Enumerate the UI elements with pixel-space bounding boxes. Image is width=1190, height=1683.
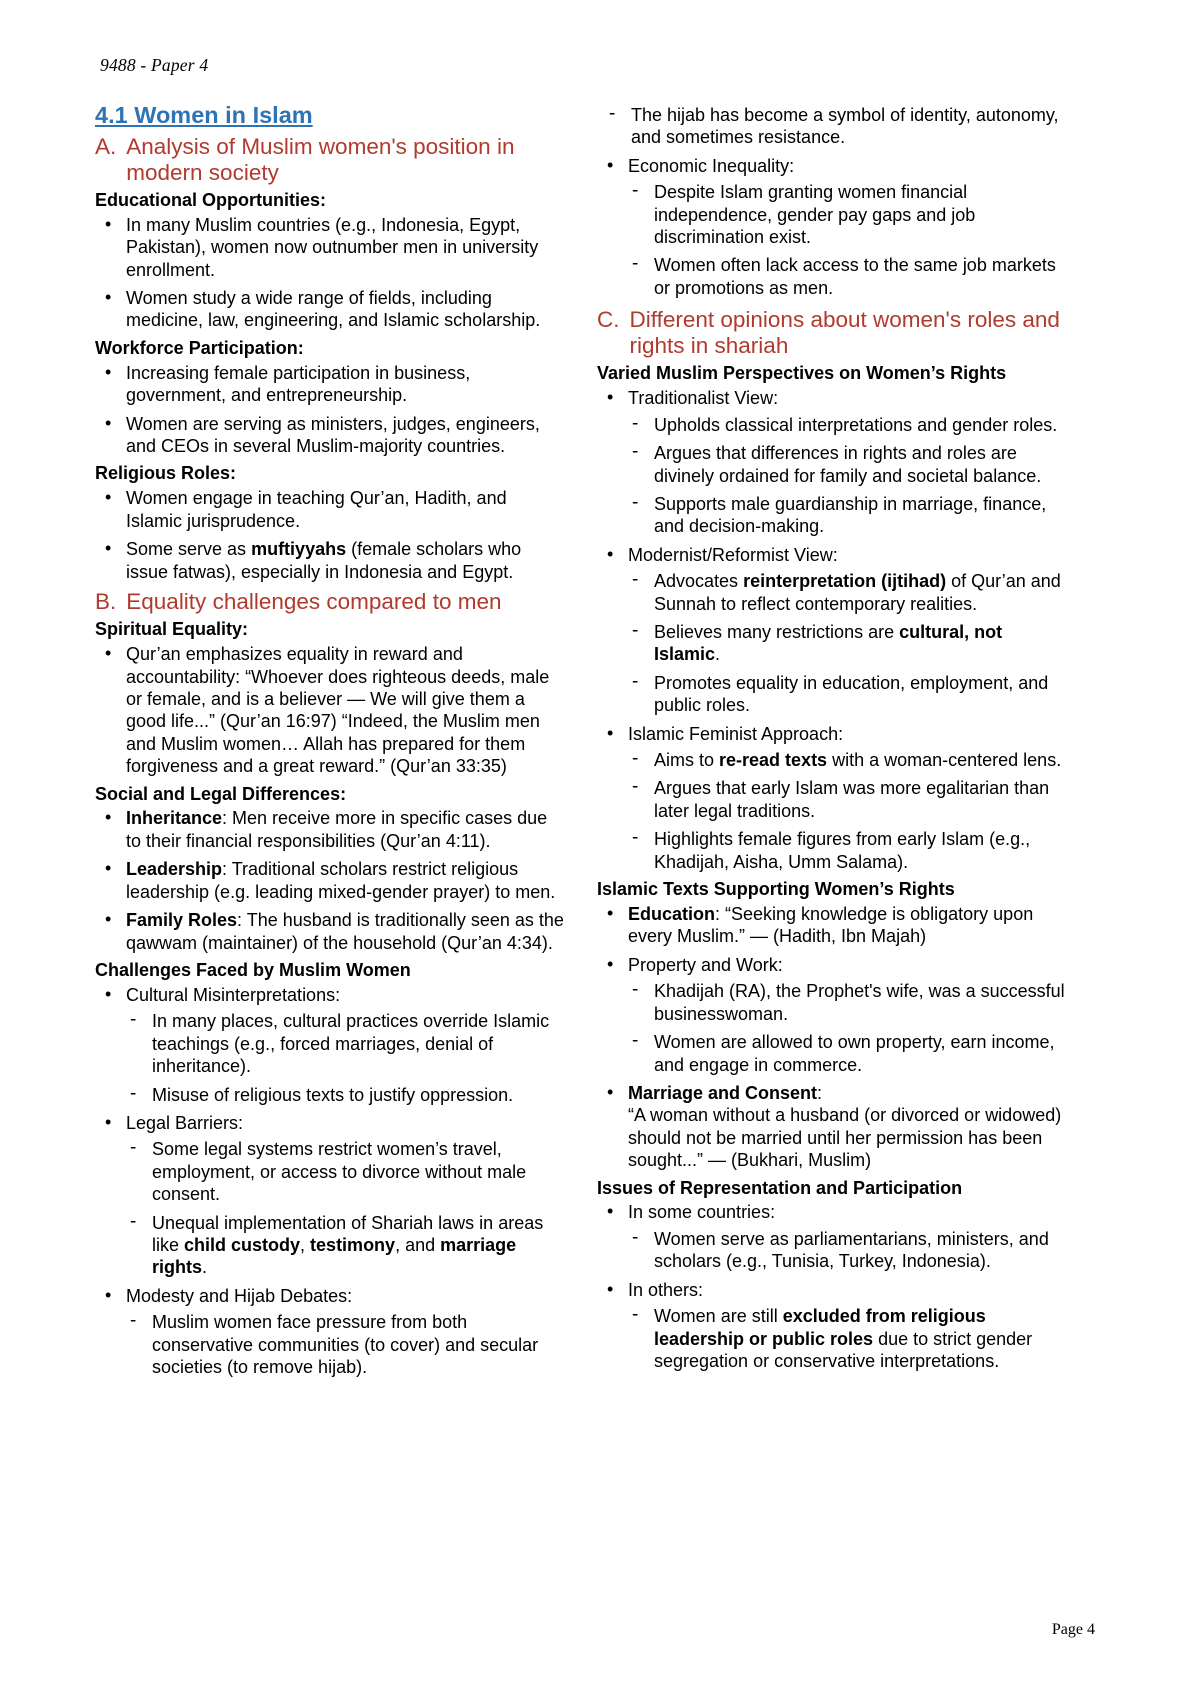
- text-bold: muftiyyahs: [251, 539, 347, 560]
- two-column-layout: [95, 102, 1095, 1384]
- subhead-social-legal-differences: Social and Legal Differences:: [95, 783, 347, 804]
- list-item: • Women study a wide range of fields, including medicine, law, engineering, and Islamic scholarship.: [95, 287, 567, 332]
- list-item: ‐ In many places, cultural practices override Islamic teachings (e.g., forced marriages, denial of inheritance).: [118, 1010, 567, 1077]
- text-fragment: , and: [395, 1234, 441, 1255]
- list-item: [597, 544, 1065, 717]
- list-item: [95, 1285, 567, 1379]
- list-item-label: In others:: [628, 1279, 704, 1300]
- list-item: ‐ Supports male guardianship in marriage, finance, and decision-making.: [620, 493, 1065, 538]
- heading-b: [95, 589, 567, 615]
- sublist-modernist-view: [620, 570, 1065, 716]
- page-number-footer: Page 4: [1051, 1621, 1095, 1638]
- list-spiritual-equality: [95, 643, 567, 777]
- sublist-economic-inequality: [620, 181, 1065, 299]
- subhead-educational-opportunities: Educational Opportunities:: [95, 189, 327, 210]
- list-religious-roles: [95, 487, 567, 583]
- list-item: ‐ Misuse of religious texts to justify oppression.: [118, 1084, 567, 1106]
- list-item: ‐ Argues that differences in rights and roles are divinely ordained for family and societal balance.: [620, 442, 1065, 487]
- list-item: [620, 1305, 1065, 1372]
- subhead-spiritual-equality: Spiritual Equality:: [95, 619, 249, 640]
- text-fragment: : “Seeking knowledge is obligatory upon every Muslim.” — (Hadith, Ibn Majah): [628, 904, 1034, 947]
- heading-b-text: Equality challenges compared to men: [126, 589, 502, 615]
- list-item: [620, 570, 1065, 615]
- list-item: • Women are serving as ministers, judges, engineers, and CEOs in several Muslim-majority countries.: [95, 413, 567, 458]
- text-fragment: (female scholars who issue fatwas), especially in Indonesia and Egypt.: [126, 539, 522, 582]
- list-item: ‐ Women often lack access to the same job markets or promotions as men.: [620, 254, 1065, 299]
- sublist-some-countries: [620, 1228, 1065, 1273]
- sublist-property-and-work: [620, 980, 1065, 1076]
- text-bold: reinterpretation (ijtihad): [743, 571, 947, 592]
- list-islamic-texts: [597, 903, 1065, 1171]
- list-item: ‐ Khadijah (RA), the Prophet's wife, was a successful businesswoman.: [620, 980, 1065, 1025]
- heading-c: [597, 307, 1065, 359]
- text-fragment: Believes many restrictions are: [654, 622, 900, 643]
- list-social-legal-differences: [95, 807, 567, 953]
- list-workforce-participation: [95, 362, 567, 458]
- subhead-representation-participation: Issues of Representation and Participation: [597, 1177, 963, 1198]
- heading-c-text: Different opinions about women's roles and rights in shariah: [629, 307, 1060, 359]
- sublist-modesty-hijab: [118, 1311, 567, 1378]
- list-item: ‐ The hijab has become a symbol of identity, autonomy, and sometimes resistance.: [597, 104, 1065, 149]
- list-item: • Increasing female participation in business, government, and entrepreneurship.: [95, 362, 567, 407]
- left-column: [95, 102, 567, 1384]
- list-item-label: In some countries:: [628, 1202, 776, 1223]
- heading-a-letter: A.: [95, 133, 117, 159]
- heading-a-text: Analysis of Muslim women's position in modern society: [126, 133, 515, 185]
- subhead-challenges-faced: Challenges Faced by Muslim Women: [95, 959, 411, 980]
- list-challenges: [95, 984, 567, 1379]
- text-bold: Marriage and Consent: [628, 1082, 818, 1103]
- text-fragment: with a woman-centered lens.: [827, 750, 1062, 771]
- sublist-traditionalist-view: [620, 414, 1065, 538]
- list-item: [597, 1082, 1065, 1172]
- text-fragment: due to strict gender segregation or conservative interpretations.: [654, 1328, 1033, 1371]
- text-fragment: ,: [300, 1234, 311, 1255]
- list-item: [95, 909, 567, 954]
- list-educational-opportunities: [95, 214, 567, 332]
- list-item: ‐ Women are allowed to own property, earn income, and engage in commerce.: [620, 1031, 1065, 1076]
- heading-b-letter: B.: [95, 589, 117, 615]
- list-item: ‐ Some legal systems restrict women’s travel, employment, or access to divorce without male consent.: [118, 1138, 567, 1205]
- list-item: ‐ Promotes equality in education, employment, and public roles.: [620, 672, 1065, 717]
- list-item: [95, 984, 567, 1106]
- text-bold: excluded from religious leadership or public roles: [654, 1306, 986, 1349]
- subhead-religious-roles: Religious Roles:: [95, 463, 237, 484]
- list-item-label: Legal Barriers:: [126, 1112, 244, 1133]
- list-item: [95, 807, 567, 852]
- list-item: ‐ Upholds classical interpretations and gender roles.: [620, 414, 1065, 436]
- subhead-workforce-participation: Workforce Participation:: [95, 337, 304, 358]
- list-item: ‐ Muslim women face pressure from both conservative communities (to cover) and secular societies (to remove hijab).: [118, 1311, 567, 1378]
- list-item: [597, 1279, 1065, 1373]
- list-item: ‐ Despite Islam granting women financial independence, gender pay gaps and job discrimination exist.: [620, 181, 1065, 248]
- list-item-label: Modernist/Reformist View:: [628, 544, 838, 565]
- list-item: [118, 1212, 567, 1279]
- list-item: • Qur’an emphasizes equality in reward and accountability: “Whoever does righteous deeds, male or female, and is a believer — We will give them a good life...” (Qur’an 16:97) “Indeed, the Muslim men and Muslim women… Allah has prepared for them forgiveness and a great reward.” (Qur’an 33:35): [95, 643, 567, 777]
- list-item: [597, 903, 1065, 948]
- text-bold: testimony: [310, 1234, 396, 1255]
- list-item-label: Modesty and Hijab Debates:: [126, 1285, 353, 1306]
- text-fragment: Advocates: [654, 571, 744, 592]
- running-head: 9488 - Paper 4: [100, 55, 209, 75]
- text-fragment: :: [817, 1082, 823, 1103]
- subhead-varied-perspectives: Varied Muslim Perspectives on Women’s Rights: [597, 363, 1007, 384]
- list-varied-perspectives: [597, 387, 1065, 873]
- list-item: [95, 538, 567, 583]
- list-item-label: Property and Work:: [628, 954, 783, 975]
- list-item-label: Traditionalist View:: [628, 388, 779, 409]
- list-item: • Women engage in teaching Qur’an, Hadith, and Islamic jurisprudence.: [95, 487, 567, 532]
- list-item: ‐ Women serve as parliamentarians, ministers, and scholars (e.g., Tunisia, Turkey, Indonesia).: [620, 1228, 1065, 1273]
- text-fragment: .: [202, 1257, 208, 1278]
- heading-c-letter: C.: [597, 307, 620, 333]
- sublist-cultural-misinterpretations: [118, 1010, 567, 1106]
- text-fragment: Some serve as: [126, 539, 252, 560]
- text-fragment: of Qur’an and Sunnah to reflect contemporary realities.: [654, 571, 1061, 614]
- subhead-islamic-texts: Islamic Texts Supporting Women’s Rights: [597, 879, 955, 900]
- text-fragment: : Men receive more in specific cases due to their financial responsibilities (Qur’an 4:11).: [126, 808, 548, 851]
- list-item: [597, 954, 1065, 1076]
- text-bold: Inheritance: [126, 808, 223, 829]
- list-item: ‐ Argues that early Islam was more egalitarian than later legal traditions.: [620, 777, 1065, 822]
- list-item-label: Economic Inequality:: [628, 155, 795, 176]
- text-bold: marriage rights: [152, 1234, 517, 1278]
- list-item: ‐ Highlights female figures from early Islam (e.g., Khadijah, Aisha, Umm Salama).: [620, 828, 1065, 873]
- text-bold: child custody: [184, 1234, 301, 1255]
- list-item: [597, 723, 1065, 873]
- text-fragment: Unequal implementation of Shariah laws in areas like: [152, 1212, 544, 1255]
- list-item-label: Cultural Misinterpretations:: [126, 984, 341, 1005]
- text-bold: re-read texts: [719, 750, 828, 771]
- list-item: [95, 858, 567, 903]
- right-column: [597, 102, 1065, 1378]
- list-item: [95, 1112, 567, 1279]
- text-fragment: : The husband is traditionally seen as the qawwam (maintainer) of the household (Qur’an 4:34).: [126, 910, 564, 953]
- list-item-label: Islamic Feminist Approach:: [628, 723, 844, 744]
- sublist-in-others: [620, 1305, 1065, 1372]
- section-title: 4.1 Women in Islam: [95, 102, 313, 128]
- sublist-hijab-continuation: [597, 104, 1065, 149]
- list-item: [597, 387, 1065, 537]
- list-item: [597, 155, 1065, 299]
- list-representation: [597, 1201, 1065, 1372]
- text-fragment: Aims to: [654, 750, 720, 771]
- text-fragment: Women are still: [654, 1306, 783, 1327]
- heading-a: [95, 134, 567, 186]
- text-bold: Education: [628, 904, 716, 925]
- text-bold: Family Roles: [126, 910, 238, 931]
- sublist-legal-barriers: [118, 1138, 567, 1278]
- list-item: [620, 621, 1065, 666]
- text-fragment: .: [715, 644, 721, 665]
- text-fragment: “A woman without a husband (or divorced or widowed) should not be married until her permission has been sought...” — (Bukhari, Muslim): [628, 1105, 1062, 1171]
- sublist-islamic-feminist-approach: [620, 749, 1065, 873]
- text-bold: cultural, not Islamic: [654, 622, 1003, 665]
- list-economic-inequality: [597, 155, 1065, 299]
- list-item: [597, 1201, 1065, 1272]
- list-item: [620, 749, 1065, 771]
- text-bold: Leadership: [126, 859, 223, 880]
- text-fragment: : Traditional scholars restrict religious leadership (e.g. leading mixed-gender prayer) to men.: [126, 859, 556, 902]
- list-item: • In many Muslim countries (e.g., Indonesia, Egypt, Pakistan), women now outnumber men in university enrollment.: [95, 214, 567, 281]
